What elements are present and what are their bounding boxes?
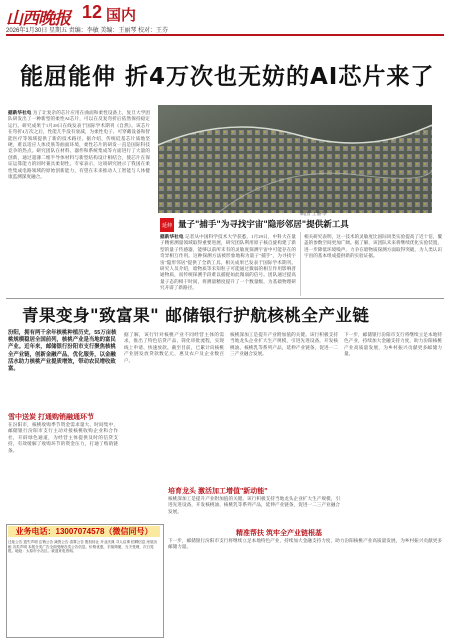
story1-left-column: [8, 110, 150, 296]
ad-phone-title: 业务电话：13007074578（微信同号）: [8, 526, 160, 537]
chip-photo-image: [158, 105, 432, 213]
section-b-text: 核桃深加工是提升产业附加值的关键。该行积极支持当地龙头企业扩大生产规模，引进先进设备，开发核桃油、核桃乳等系列产品，延伸产业链条，促进一二三产业融合发展。: [168, 496, 340, 514]
masthead-logo: 山西晚报: [6, 9, 70, 29]
story2-headline: 青果变身"致富果" 邮储银行护航核桃全产业链: [22, 306, 370, 325]
story1-middle-column: [160, 234, 296, 296]
story2-column-4: 下一步，邮储银行汾阳市支行将继续立足本地特色产业，持续加大金融支持力度，助力汾阳核桃产业高质量发展，为乡村振兴贡献更多邮储力量。: [344, 332, 442, 357]
section-name: 国内: [106, 6, 137, 24]
story2-column-3: 核桃深加工是提升产业附加值的关键。该行积极支持当地龙头企业扩大生产规模，引进先进设备，开发核桃油、核桃乳等系列产品，延伸产业链条，促进一二三产业融合发展。: [230, 332, 338, 357]
extension-badge: 延伸: [160, 218, 174, 232]
story2-summary: 汾阳，拥有两千余年核桃种植历史，55万亩核桃规模稳居全国前列，核桃产业是当地的富民产业。近年来，邮储银行汾阳市支行聚焦核桃全产业链，创新金融产品，优化服务，以金融活水助力核桃产业提质增效，带动农民增收致富。: [8, 330, 117, 373]
story1-right-column: 相关研究表明，这一技术的灵敏度比国际同类实验提高了近十倍，覆盖的参数空间更加广阔。据了解，该团队未来将继续优化实验装置，进一步降低环境噪声，力争在暗物质探测方面取得突破，为人类认识宇宙的基本组成提供新的实验证据。: [304, 234, 442, 259]
story1-left-text: 为了让复杂的芯片应用在曲面和柔性设备上，复旦大学团队研发出了一种新型的柔性AI芯片，可以在反复弯折后依然保持稳定运行。研究成果于1月28日在线发表于国际学术期刊《自然》。该芯片在弯折4万次之后，性能几乎没有衰减，为柔性电子、可穿戴设备和智能医疗等领域提供了新的技术路径。据介绍，传统硅基芯片质地坚硬，难以适应人体皮肤等曲面环境，柔性芯片的研发一直是国际科技竞争的热点。研究团队在材料、器件和系统集成等方面进行了大量的创新，通过超薄二维半导体材料与新型结构设计相结合，使芯片在保证运算能力的同时兼具柔韧性。专家表示，这项研究展示了我国在柔性集成电路领域的原始创新能力，有望在未来推动人工智能与人体健康监测深度融合。: [8, 110, 150, 180]
story-divider: [6, 298, 444, 299]
column-divider: [300, 232, 301, 296]
section-c-text: 下一步，邮储银行汾阳市支行将继续立足本地特色产业，持续加大金融支持力度，助力汾阳核桃产业高质量发展，为乡村振兴贡献更多邮储力量。: [168, 538, 442, 550]
section-a-text: 在汾阳市，核桃收购季节资金需求量大、时间集中，邮储银行汾阳市支行主动对接核桃收购企业和合作社，开辟绿色通道，为经营主体提供及时的信贷支持，有效缓解了收购环节的资金压力，打通了购销链条。: [8, 422, 118, 453]
masthead-rule: [6, 34, 444, 36]
section-c-title: 精准帮扶 筑牢全产业链根基: [236, 530, 322, 537]
section-b-title: 培育龙头 激活加工增值"新动能": [168, 488, 268, 495]
story1-headline: 能屈能伸 折4万次也无妨的AI芯片来了: [20, 64, 435, 90]
chip-photo: [158, 105, 432, 213]
page-number: 12: [82, 2, 103, 22]
story1-mid-text: 记者从中国科学技术大学获悉，1月29日，中科大在量子精密测量领域取得重要进展，研究团队利用原子核自旋构建了新型的量子传感器，能够以前所未有的灵敏度探测宇宙中可能存在的奇异相互作用。这种探测方法被形象地称为量子"捕手"，为寻找宇宙"隐形邻居"提供了全新工具。相关成果已发表于国际学术期刊。研究人员介绍，暗物质等未知粒子可能通过微弱的相互作用影响普通物质，而传统探测手段难以捕捉如此微弱的信号。团队通过提高量子态的相干时间，将测量精度提升了一个数量级，为基础物理研究开辟了新路径。: [160, 234, 296, 291]
story1-lead: 据新华社电: [8, 110, 32, 115]
story2-column-2: 据了解，该行针对核桃产业不同经营主体的需求，推出了特色信贷产品，简化审批流程，实现线上申请、快速放款。截至目前，已累计向核桃产业链发放贷款数亿元，惠及农户及企业数百户。: [124, 332, 224, 363]
section-a-title: 雪中送炭 打通购销融通环节: [8, 414, 94, 421]
story1-mid-lead: 据新华社电: [160, 234, 184, 239]
ad-text: 迁址公告 遗失声明 注销公告 减资公告 清算公告 股权转让 开业庆典 寻人启事 招聘信息 房屋出租 各类声明 本报分类广告全面受理各类公告信息，价格优惠，手续简便，当天受理，次日见报。地址：太原市小店区。欢迎来电咨询。: [8, 540, 158, 554]
story1-subhead: 量子"捕手"为寻找宇宙"隐形邻居"提供新工具: [178, 220, 349, 230]
issue-info: 2026年1月30日 星期五 责编：李敏 美编：王丽琴 校对：王芬: [6, 28, 169, 34]
photo-caption: 制图 王丽琴: [300, 211, 327, 217]
